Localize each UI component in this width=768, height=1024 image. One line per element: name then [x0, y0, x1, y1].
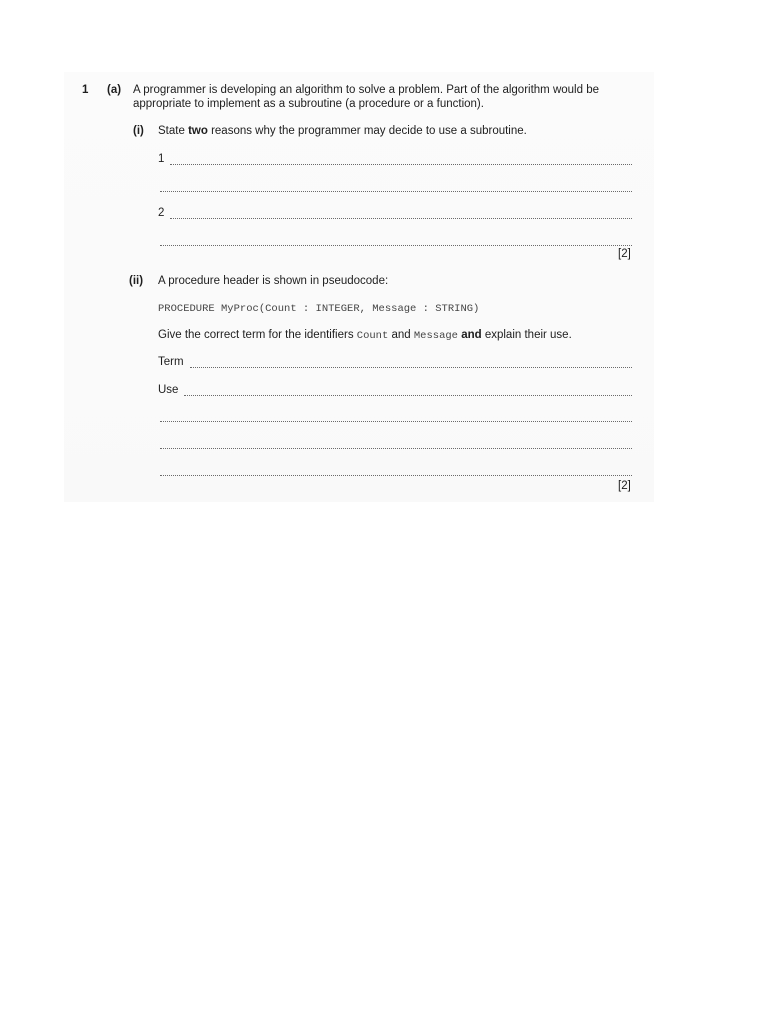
pseudocode-header: PROCEDURE MyProc(Count : INTEGER, Message : STRING): [158, 303, 480, 315]
answer-1-label: 1: [158, 153, 165, 165]
part-label-a: (a): [107, 84, 122, 96]
subpart-ii-question: A procedure header is shown in pseudocode:: [158, 275, 389, 287]
subpart-label-ii: (ii): [129, 275, 144, 287]
subpart-i-text-before: State: [158, 125, 189, 137]
subpart-ii-instruction: [158, 329, 572, 342]
subpart-i-marks: [2]: [618, 248, 631, 260]
instruction-and-bold: and: [461, 329, 482, 341]
answer-2-line-b[interactable]: [160, 245, 632, 246]
answer-1-line-a[interactable]: [170, 164, 632, 165]
term-answer-line[interactable]: [190, 367, 632, 368]
instruction-and-text: and: [388, 329, 414, 341]
question-number: 1: [82, 84, 89, 96]
use-answer-line-3[interactable]: [160, 448, 632, 449]
subpart-ii-marks: [2]: [618, 480, 631, 492]
subpart-i-text-bold: two: [188, 125, 208, 137]
answer-2-label: 2: [158, 207, 165, 219]
answer-2-line-a[interactable]: [170, 218, 632, 219]
use-label: Use: [158, 384, 179, 396]
identifier-count: Count: [356, 330, 389, 342]
instruction-text-before: Give the correct term for the identifiers: [158, 329, 357, 341]
subpart-label-i: (i): [133, 125, 144, 137]
question-intro-line-1: A programmer is developing an algorithm to solve a problem. Part of the algorithm would be: [133, 84, 599, 96]
subpart-i-question: [158, 125, 527, 137]
term-label: Term: [158, 356, 184, 368]
use-answer-line-2[interactable]: [160, 421, 632, 422]
answer-1-line-b[interactable]: [160, 191, 632, 192]
identifier-message: Message: [413, 330, 458, 342]
use-answer-line-4[interactable]: [160, 475, 632, 476]
instruction-text-after: explain their use.: [481, 329, 572, 341]
subpart-i-text-after: reasons why the programmer may decide to use a subroutine.: [207, 125, 527, 137]
use-answer-line-1[interactable]: [184, 395, 632, 396]
question-intro-line-2: appropriate to implement as a subroutine (a procedure or a function).: [133, 98, 484, 110]
